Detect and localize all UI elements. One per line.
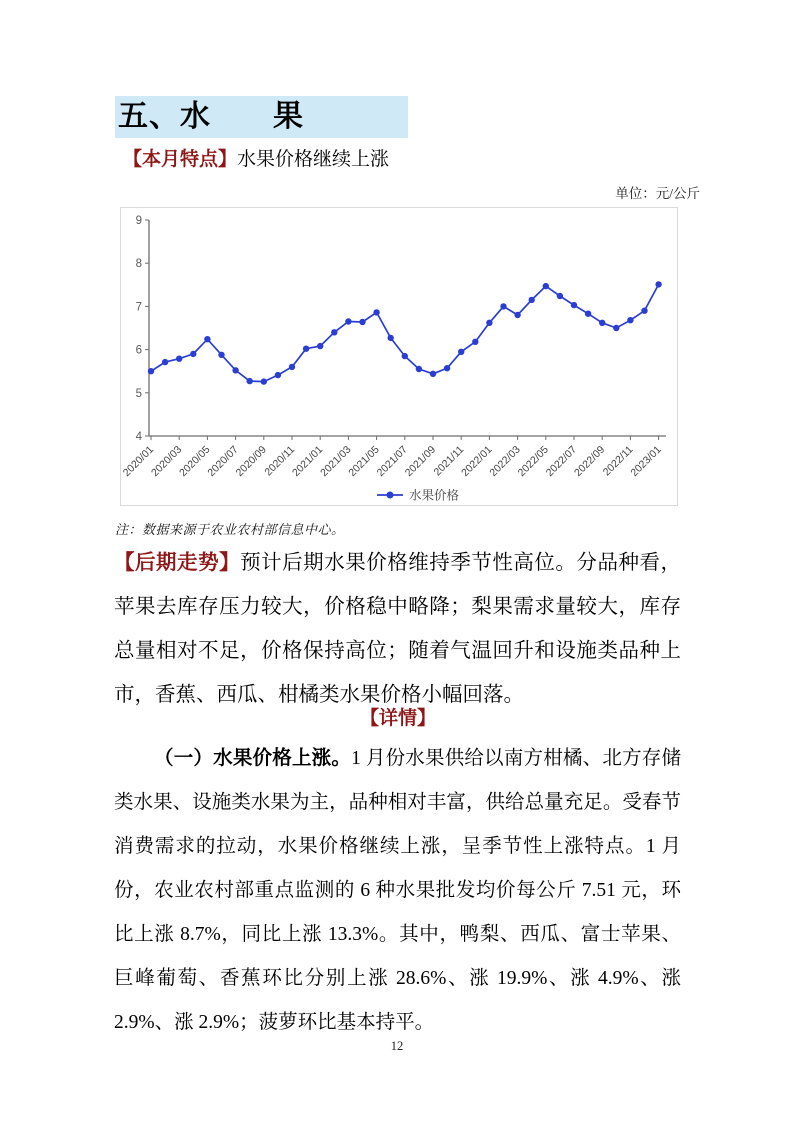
svg-text:6: 6: [135, 344, 142, 357]
svg-text:2021/03: 2021/03: [318, 443, 354, 479]
trend-text: 预计后期水果价格维持季节性高位。分品种看，苹果去库存压力较大，价格稳中略降；梨果需求量较大，库存总量相对不足，价格保持高位；随着气温回升和设施类品种上市，香蕉、西瓜、柑橘类水果价格小幅回落。: [114, 551, 682, 706]
svg-text:2023/01: 2023/01: [628, 443, 664, 479]
svg-text:水果价格: 水果价格: [409, 488, 460, 503]
details-heading: 【详情】: [359, 708, 436, 729]
svg-text:2021/11: 2021/11: [431, 443, 467, 479]
svg-text:2020/09: 2020/09: [233, 443, 269, 479]
svg-text:7: 7: [135, 301, 142, 314]
details-paragraph-body: 1 月份水果供给以南方柑橘、北方存储类水果、设施类水果为主，品种相对丰富，供给总量充足。受春节消费需求的拉动，水果价格继续上涨，呈季节性上涨特点。1 月份，农业农村部重点监测的 6 种水果批发均价每公斤 7.51 元，环比上涨 8.7%，同比上涨 13.3%。其中，鸭梨、西瓜、富士苹果、巨峰葡萄、香蕉环比分别上涨 28.6%、涨 19.9%、涨 4.9%、涨 2.9%、涨 2.9%；菠萝环比基本持平。: [114, 748, 681, 1033]
svg-text:2020/05: 2020/05: [177, 443, 213, 479]
fruit-price-chart: [120, 207, 678, 506]
svg-text:2021/07: 2021/07: [374, 443, 410, 479]
section-title: 五、水 果: [115, 96, 408, 138]
svg-text:4: 4: [135, 431, 142, 443]
chart-source-note: 注：数据来源于农业农村部信息中心。: [115, 522, 345, 537]
svg-text:2022/05: 2022/05: [515, 443, 551, 479]
trend-tag: 【后期走势】: [114, 551, 241, 574]
page-number: 12: [390, 1039, 404, 1053]
svg-text:2020/01: 2020/01: [121, 443, 157, 479]
svg-text:2020/11: 2020/11: [262, 443, 298, 479]
svg-text:8: 8: [135, 258, 142, 271]
feature-tag: 【本月特点】: [123, 149, 238, 170]
chart-unit-label: 单位：元/公斤: [615, 186, 700, 201]
svg-text:2022/09: 2022/09: [571, 443, 608, 479]
svg-text:2020/03: 2020/03: [148, 443, 185, 479]
svg-text:2020/07: 2020/07: [205, 443, 241, 479]
svg-text:5: 5: [135, 387, 142, 400]
svg-text:2021/09: 2021/09: [402, 443, 439, 479]
feature-text: 水果价格继续上涨: [237, 149, 390, 170]
svg-text:9: 9: [135, 215, 142, 227]
details-paragraph: [114, 737, 681, 1045]
svg-text:2022/07: 2022/07: [543, 443, 580, 479]
fruit-price-line-chart-svg: [121, 208, 677, 505]
svg-text:2022/11: 2022/11: [600, 443, 636, 479]
monthly-feature-line: [123, 146, 683, 174]
details-paragraph-lead: （一）水果价格上涨。: [154, 748, 352, 769]
trend-paragraph: [114, 541, 681, 717]
svg-text:2021/01: 2021/01: [289, 443, 326, 479]
svg-text:2022/03: 2022/03: [487, 443, 523, 479]
svg-text:2021/05: 2021/05: [346, 443, 382, 479]
svg-text:2022/01: 2022/01: [459, 443, 495, 479]
